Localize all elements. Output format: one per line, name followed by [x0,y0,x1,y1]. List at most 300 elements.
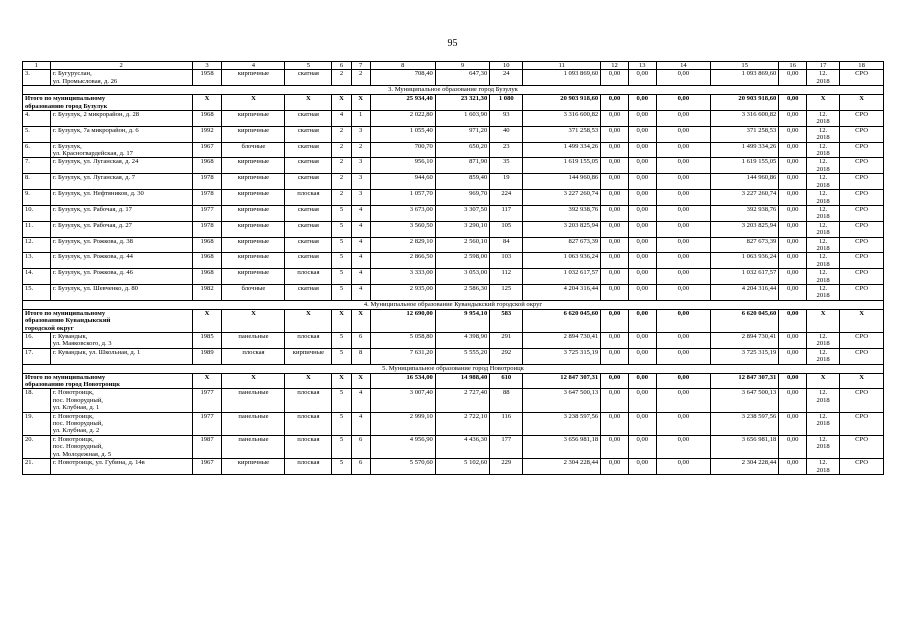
living-area: 647,30 [435,70,489,86]
wall-material: плоская [222,348,285,364]
table-cell: 0,00 [779,205,807,221]
year: 1978 [192,190,222,206]
residents: 292 [490,348,523,364]
living-area: 5 102,60 [435,459,489,475]
deadline-line: 2018 [816,197,830,205]
table-cell: 25 934,40 [370,95,435,111]
table-cell: Х [332,373,351,389]
address [50,237,192,253]
table-cell: Х [807,373,840,389]
cost-owners: 392 938,76 [711,205,779,221]
deadline-line: 2018 [816,466,830,474]
deadline-line: 12. [818,435,828,443]
address-line: пос. Новорудный, [52,420,103,428]
table-cell: 0,00 [628,253,656,269]
deadline-line: 2018 [816,244,830,252]
entrances: 4 [351,389,370,412]
address-line: г. Бузулук, ул. Луганская, д. 7 [52,174,136,182]
table-cell: 0,00 [656,389,710,412]
table-cell: 0,00 [656,284,710,300]
total-area: 5 570,60 [370,459,435,475]
wall-material: кирпичные [222,174,285,190]
row-number: 15. [23,284,51,300]
floors: 5 [332,205,351,221]
residents: 103 [490,253,523,269]
table-cell: 0,00 [628,412,656,435]
floors: 5 [332,389,351,412]
deadline-line: 12. [818,412,828,420]
total-area: 2 935,00 [370,284,435,300]
cost-owners: 1 499 334,26 [711,142,779,158]
table-cell: 0,00 [628,237,656,253]
table-cell: 0,00 [601,221,629,237]
living-area: 871,90 [435,158,489,174]
address-line: ул. Молодежная, д. 5 [52,450,112,458]
residents: 105 [490,221,523,237]
total-area: 3 333,00 [370,269,435,285]
total-label-line: образованию город Новотроицк [25,381,120,389]
roof-type: плоская [285,269,332,285]
floors: 5 [332,253,351,269]
residents: 291 [490,333,523,349]
table-cell: 6 620 045,60 [711,309,779,332]
table-cell: 0,00 [628,459,656,475]
cost-owners: 827 673,39 [711,237,779,253]
cost-owners: 3 656 981,18 [711,435,779,458]
address-line: пос. Новорудный, [52,443,103,451]
entrances: 6 [351,333,370,349]
residents: 19 [490,174,523,190]
wall-material: блочные [222,142,285,158]
year: 1992 [192,126,222,142]
living-area: 5 555,20 [435,348,489,364]
cost-owners: 1 032 617,57 [711,269,779,285]
deadline [807,158,840,174]
table-row [23,221,884,237]
table-cell: 0,00 [601,174,629,190]
living-area: 2 598,00 [435,253,489,269]
method: СРО [840,459,884,475]
column-number-row [23,62,884,70]
table-cell: 0,00 [628,190,656,206]
method: СРО [840,333,884,349]
deadline-line: 12. [818,158,828,166]
floors: 2 [332,174,351,190]
method: СРО [840,389,884,412]
entrances: 6 [351,459,370,475]
entrances: 3 [351,190,370,206]
deadline [807,237,840,253]
table-row [23,284,884,300]
table-cell: 0,00 [779,70,807,86]
table-cell: 0,00 [628,348,656,364]
roof-type: скатная [285,174,332,190]
deadline [807,205,840,221]
table-cell: 12 847 307,31 [711,373,779,389]
address-line: г. Бузулук, ул. Рожкова, д. 44 [52,253,133,261]
table-cell: 610 [490,373,523,389]
column-number-cell: 12 [601,62,629,70]
year: 1977 [192,412,222,435]
column-number-cell: 5 [285,62,332,70]
method: СРО [840,412,884,435]
table-cell: 0,00 [628,111,656,127]
table-cell: 0,00 [779,95,807,111]
wall-material: кирпичные [222,126,285,142]
deadline-line: 2018 [816,276,830,284]
living-area: 969,70 [435,190,489,206]
year: 1968 [192,237,222,253]
cost-owners: 3 647 500,13 [711,389,779,412]
residents: 40 [490,126,523,142]
table-cell: Х [807,309,840,332]
row-number: 5. [23,126,51,142]
deadline-line: 12. [818,142,828,150]
deadline-line: 12. [818,221,828,229]
table-cell: 20 903 918,60 [523,95,601,111]
year: 1968 [192,111,222,127]
table-row [23,389,884,412]
floors: 2 [332,70,351,86]
address [50,158,192,174]
table-cell: 0,00 [779,237,807,253]
year: 1989 [192,348,222,364]
total-row [23,309,884,332]
address [50,205,192,221]
deadline [807,253,840,269]
roof-type: скатная [285,142,332,158]
table-row [23,70,884,86]
cost-owners: 3 203 825,94 [711,221,779,237]
deadline [807,412,840,435]
table-cell: 0,00 [779,269,807,285]
table-cell: 0,00 [628,95,656,111]
cost-owners: 1 063 936,24 [711,253,779,269]
table-cell: 14 988,40 [435,373,489,389]
roof-type: плоская [285,459,332,475]
total-area: 2 829,10 [370,237,435,253]
table-cell: 0,00 [601,95,629,111]
total-area: 7 631,20 [370,348,435,364]
address [50,221,192,237]
table-cell: 0,00 [779,284,807,300]
deadline [807,435,840,458]
row-number: 17. [23,348,51,364]
table-cell: 0,00 [656,348,710,364]
table-cell: 0,00 [601,142,629,158]
table-cell: 0,00 [628,373,656,389]
floors: 5 [332,221,351,237]
cost-total: 1 063 936,24 [523,253,601,269]
table-cell: 0,00 [601,373,629,389]
deadline-line: 2018 [816,77,830,85]
table-cell: Х [192,373,222,389]
row-number: 6. [23,142,51,158]
table-cell: Х [351,373,370,389]
address [50,435,192,458]
total-area: 4 956,90 [370,435,435,458]
entrances: 4 [351,205,370,221]
total-area: 2 866,50 [370,253,435,269]
living-area: 3 053,00 [435,269,489,285]
address-line: г. Бузулук, [52,142,82,150]
table-cell: 0,00 [628,284,656,300]
cost-total: 3 238 597,56 [523,412,601,435]
table-cell: Х [285,373,332,389]
roof-type: плоская [285,389,332,412]
deadline-line: 12. [818,126,828,134]
table-cell: 0,00 [779,190,807,206]
section-title: 4. Муниципальное образование Кувандыкский городской округ [23,300,884,309]
section-header-row [23,364,884,373]
deadline [807,190,840,206]
deadline-line: 12. [818,284,828,292]
wall-material: панельные [222,333,285,349]
address-line: г. Кувандык, ул. Школьная, д. 1 [52,348,141,356]
table-cell: 0,00 [779,348,807,364]
deadline-line: 2018 [816,181,830,189]
floors: 2 [332,142,351,158]
table-cell: 12 690,00 [370,309,435,332]
method: СРО [840,284,884,300]
address [50,111,192,127]
living-area: 3 290,10 [435,221,489,237]
total-row [23,373,884,389]
year: 1958 [192,70,222,86]
method: СРО [840,348,884,364]
row-number: 13. [23,253,51,269]
table-cell: 0,00 [779,373,807,389]
entrances: 6 [351,435,370,458]
total-label-line: Итого по муниципальному [25,373,106,381]
roof-type: скатная [285,158,332,174]
deadline [807,111,840,127]
table-cell: 0,00 [656,70,710,86]
table-cell: Х [351,95,370,111]
residents: 35 [490,158,523,174]
method: СРО [840,70,884,86]
roof-type: скатная [285,284,332,300]
deadline-line: 12. [818,459,828,467]
deadline-line: 2018 [816,229,830,237]
table-cell: Х [840,373,884,389]
entrances: 8 [351,348,370,364]
table-cell: Х [192,95,222,111]
year: 1977 [192,389,222,412]
floors: 2 [332,126,351,142]
total-label [23,373,193,389]
method: СРО [840,158,884,174]
floors: 2 [332,158,351,174]
table-cell: 0,00 [601,309,629,332]
entrances: 4 [351,221,370,237]
year: 1987 [192,435,222,458]
cost-total: 4 204 316,44 [523,284,601,300]
table-cell: 0,00 [601,389,629,412]
table-cell: 0,00 [628,126,656,142]
table-cell: 0,00 [628,309,656,332]
roof-type: скатная [285,237,332,253]
total-label-line: образованию город Бузулук [25,102,108,110]
method: СРО [840,111,884,127]
section-header-row [23,86,884,95]
column-number-cell: 15 [711,62,779,70]
table-row [23,269,884,285]
table-cell: 0,00 [656,158,710,174]
method: СРО [840,190,884,206]
cost-total: 144 960,86 [523,174,601,190]
residents: 23 [490,142,523,158]
address-line: г. Бузулук, ул. Рабочая, д. 17 [52,205,132,213]
table-body [23,62,884,475]
total-area: 708,40 [370,70,435,86]
cost-total: 3 203 825,94 [523,221,601,237]
cost-owners: 3 227 260,74 [711,190,779,206]
total-area: 700,70 [370,142,435,158]
table-cell: 0,00 [601,284,629,300]
cost-total: 3 227 260,74 [523,190,601,206]
wall-material: кирпичные [222,158,285,174]
address-line: г. Новотроицк, [52,389,94,397]
column-number-cell: 11 [523,62,601,70]
table-cell: 0,00 [628,269,656,285]
wall-material: кирпичные [222,253,285,269]
table-cell: 0,00 [779,221,807,237]
roof-type: скатная [285,221,332,237]
method: СРО [840,142,884,158]
deadline [807,459,840,475]
table-cell: Х [222,309,285,332]
table-cell: 20 903 918,60 [711,95,779,111]
total-area: 2 022,80 [370,111,435,127]
living-area: 2 727,40 [435,389,489,412]
table-cell: 0,00 [656,126,710,142]
method: СРО [840,269,884,285]
deadline-line: 12. [818,70,828,78]
table-row [23,205,884,221]
wall-material: кирпичные [222,111,285,127]
address [50,269,192,285]
table-cell: 0,00 [628,158,656,174]
total-label-line: образованию Кувандыкский [25,317,111,325]
table-cell: 0,00 [656,435,710,458]
deadline [807,70,840,86]
cost-total: 3 316 600,82 [523,111,601,127]
row-number: 8. [23,174,51,190]
year: 1968 [192,269,222,285]
address [50,412,192,435]
address [50,126,192,142]
year: 1968 [192,253,222,269]
deadline [807,142,840,158]
table-cell: 0,00 [656,237,710,253]
table-cell: 0,00 [656,111,710,127]
cost-owners: 3 725 315,19 [711,348,779,364]
total-label [23,95,193,111]
row-number: 16. [23,333,51,349]
wall-material: кирпичные [222,459,285,475]
deadline-line: 2018 [816,443,830,451]
residents: 229 [490,459,523,475]
method: СРО [840,237,884,253]
deadline-line: 12. [818,174,828,182]
deadline [807,284,840,300]
table-row [23,111,884,127]
cost-total: 827 673,39 [523,237,601,253]
table-cell: Х [807,95,840,111]
table-cell: Х [351,309,370,332]
total-label-line: Итого по муниципальному [25,95,106,103]
residents: 88 [490,389,523,412]
cost-owners: 1 619 155,05 [711,158,779,174]
column-number-cell: 9 [435,62,489,70]
floors: 5 [332,459,351,475]
table-row [23,126,884,142]
table-cell: 0,00 [656,459,710,475]
cost-total: 1 093 869,60 [523,70,601,86]
year: 1982 [192,284,222,300]
section-header-row [23,300,884,309]
address-line: г. Бузулук, ул. Рабочая, д. 27 [52,221,132,229]
residents: 116 [490,412,523,435]
deadline-line: 2018 [816,150,830,158]
wall-material: панельные [222,412,285,435]
roof-type: скатная [285,70,332,86]
entrances: 2 [351,142,370,158]
column-number-cell: 16 [779,62,807,70]
table-cell: 0,00 [779,142,807,158]
table-cell: 1 080 [490,95,523,111]
deadline-line: 12. [818,333,828,340]
address-line: г. Бузулук, ул. Рожкова, д. 46 [52,269,133,277]
wall-material: кирпичные [222,190,285,206]
address-line: г. Бузулук, ул. Шевченко, д. 80 [52,284,138,292]
total-row [23,95,884,111]
address-line: г. Новотроицк, [52,435,94,443]
page-number: 95 [447,38,458,49]
address [50,142,192,158]
roof-type: плоская [285,435,332,458]
deadline [807,174,840,190]
column-number-cell: 6 [332,62,351,70]
floors: 5 [332,435,351,458]
table-cell: 0,00 [656,174,710,190]
table-row [23,237,884,253]
table-cell: Х [222,373,285,389]
row-number: 4. [23,111,51,127]
column-number-cell: 7 [351,62,370,70]
method: СРО [840,435,884,458]
table-cell: 0,00 [601,253,629,269]
total-area: 3 673,00 [370,205,435,221]
table-cell: 0,00 [601,237,629,253]
table-cell: 0,00 [601,435,629,458]
row-number: 14. [23,269,51,285]
floors: 2 [332,190,351,206]
column-number-cell: 4 [222,62,285,70]
living-area: 2 722,10 [435,412,489,435]
table-cell: 0,00 [628,205,656,221]
roof-type: скатная [285,126,332,142]
residents: 93 [490,111,523,127]
table-row [23,158,884,174]
table-cell: 0,00 [656,333,710,349]
table-cell: 23 321,30 [435,95,489,111]
section-title: 3. Муниципальное образование город Бузулук [23,86,884,95]
deadline-line: 12. [818,253,828,261]
table-cell: 0,00 [601,459,629,475]
table-cell: 0,00 [601,333,629,349]
